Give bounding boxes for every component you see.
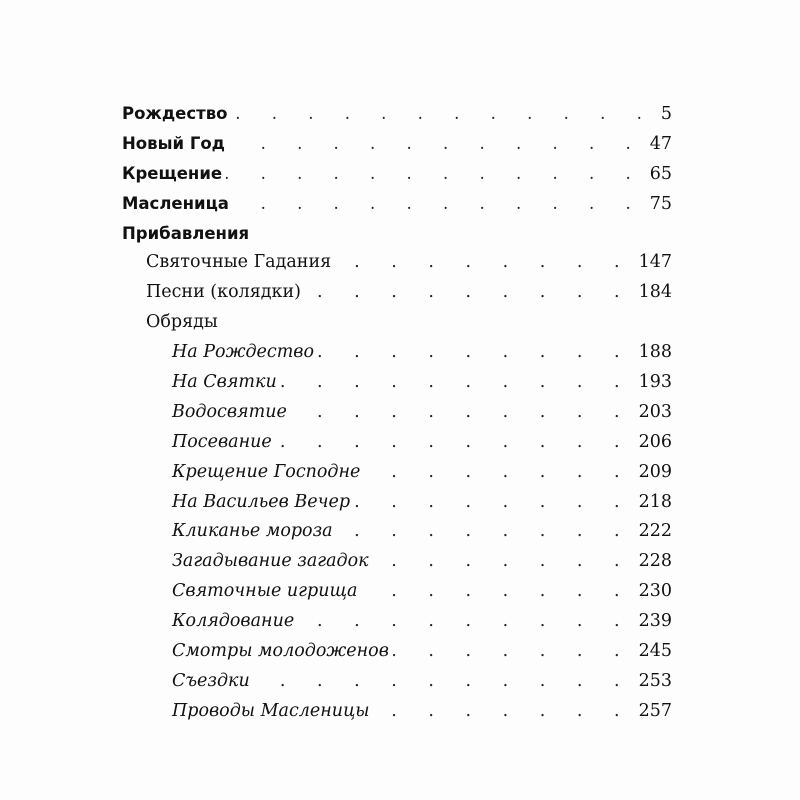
toc-entry	[122, 607, 672, 637]
toc-entry-page: 222	[638, 521, 672, 542]
toc-entry-title: Масленица	[122, 193, 229, 213]
toc-entry-page: 47	[649, 133, 672, 154]
toc-entry-page: 218	[638, 491, 672, 512]
toc-entry-title: Проводы Масленицы	[172, 700, 370, 721]
dot-leader	[291, 398, 633, 428]
toc-entry-page: 203	[638, 401, 672, 422]
toc-entry-title: На Васильев Вечер	[172, 491, 351, 512]
dot-leader	[393, 637, 633, 667]
toc-entry-title: Крещение	[122, 163, 223, 183]
dot-leader	[276, 428, 633, 458]
toc-entry-page: 239	[638, 611, 672, 632]
dot-leader	[229, 129, 644, 159]
dot-leader	[305, 278, 633, 308]
toc-entry-page: 257	[638, 700, 672, 721]
dot-leader	[373, 547, 633, 577]
toc-entry-title: Водосвятие	[172, 401, 287, 422]
toc-entry	[122, 129, 672, 159]
toc-entry	[122, 637, 672, 667]
toc-entry-title: На Рождество	[172, 342, 315, 363]
toc-entry	[122, 458, 672, 488]
toc-entry	[122, 547, 672, 577]
toc-entry-title: Обряды	[146, 312, 218, 333]
toc-entry-page: 245	[638, 641, 672, 662]
dot-leader	[232, 99, 655, 129]
toc-entry-title: Смотры молодоженов	[172, 641, 389, 662]
toc-entry	[122, 99, 672, 129]
toc-entry	[122, 398, 672, 428]
dot-leader	[281, 368, 633, 398]
toc-subsection-heading	[122, 308, 672, 338]
toc-entry-page: 206	[638, 431, 672, 452]
toc-entry	[122, 159, 672, 189]
toc-entry-page: 65	[649, 163, 672, 184]
toc-entry-title: Святочные Гадания	[146, 252, 332, 273]
toc-entry	[122, 248, 672, 278]
toc-entry	[122, 488, 672, 518]
toc-entry	[122, 577, 672, 607]
toc-entry-page: 147	[638, 252, 672, 273]
toc-entry-title: Загадывание загадок	[172, 551, 369, 572]
toc-entry	[122, 428, 672, 458]
toc-entry-page: 253	[638, 670, 672, 691]
dot-leader	[335, 248, 632, 278]
toc-entry	[122, 517, 672, 547]
toc-entry-page: 184	[638, 282, 672, 303]
toc-entry-title: Колядование	[172, 611, 295, 632]
toc-entry-title: Прибавления	[122, 223, 250, 243]
toc-entry	[122, 697, 672, 727]
toc-entry-title: Посевание	[172, 431, 272, 452]
toc-entry-title: Крещение Господне	[172, 461, 361, 482]
dot-leader	[233, 189, 644, 219]
toc-entry-title: Новый Год	[122, 133, 225, 153]
toc-entry-title: Кликанье мороза	[172, 521, 333, 542]
toc-entry-title: Съездки	[172, 670, 250, 691]
toc-entry-page: 193	[638, 372, 672, 393]
toc-entry-page: 230	[638, 581, 672, 602]
toc-entry-page: 188	[638, 342, 672, 363]
toc-entry	[122, 189, 672, 219]
toc-entry	[122, 368, 672, 398]
dot-leader	[254, 667, 633, 697]
dot-leader	[318, 338, 633, 368]
toc-entry-title: На Святки	[172, 372, 277, 393]
toc-entry-title: Песни (колядки)	[146, 282, 301, 303]
dot-leader	[298, 607, 632, 637]
toc-entry-page: 5	[660, 104, 672, 124]
dot-leader	[354, 488, 633, 518]
toc-entry-title: Святочные игрища	[172, 581, 358, 602]
dot-leader	[226, 159, 644, 189]
toc-entry	[122, 667, 672, 697]
table-of-contents	[122, 99, 672, 727]
dot-leader	[364, 458, 632, 488]
toc-section-heading	[122, 219, 672, 249]
toc-entry-title: Рождество	[122, 104, 228, 123]
toc-entry	[122, 338, 672, 368]
toc-entry-page: 209	[638, 461, 672, 482]
dot-leader	[337, 517, 633, 547]
dot-leader	[374, 697, 633, 727]
toc-entry	[122, 278, 672, 308]
toc-entry-page: 75	[649, 193, 672, 214]
toc-entry-page: 228	[638, 551, 672, 572]
dot-leader	[361, 577, 632, 607]
